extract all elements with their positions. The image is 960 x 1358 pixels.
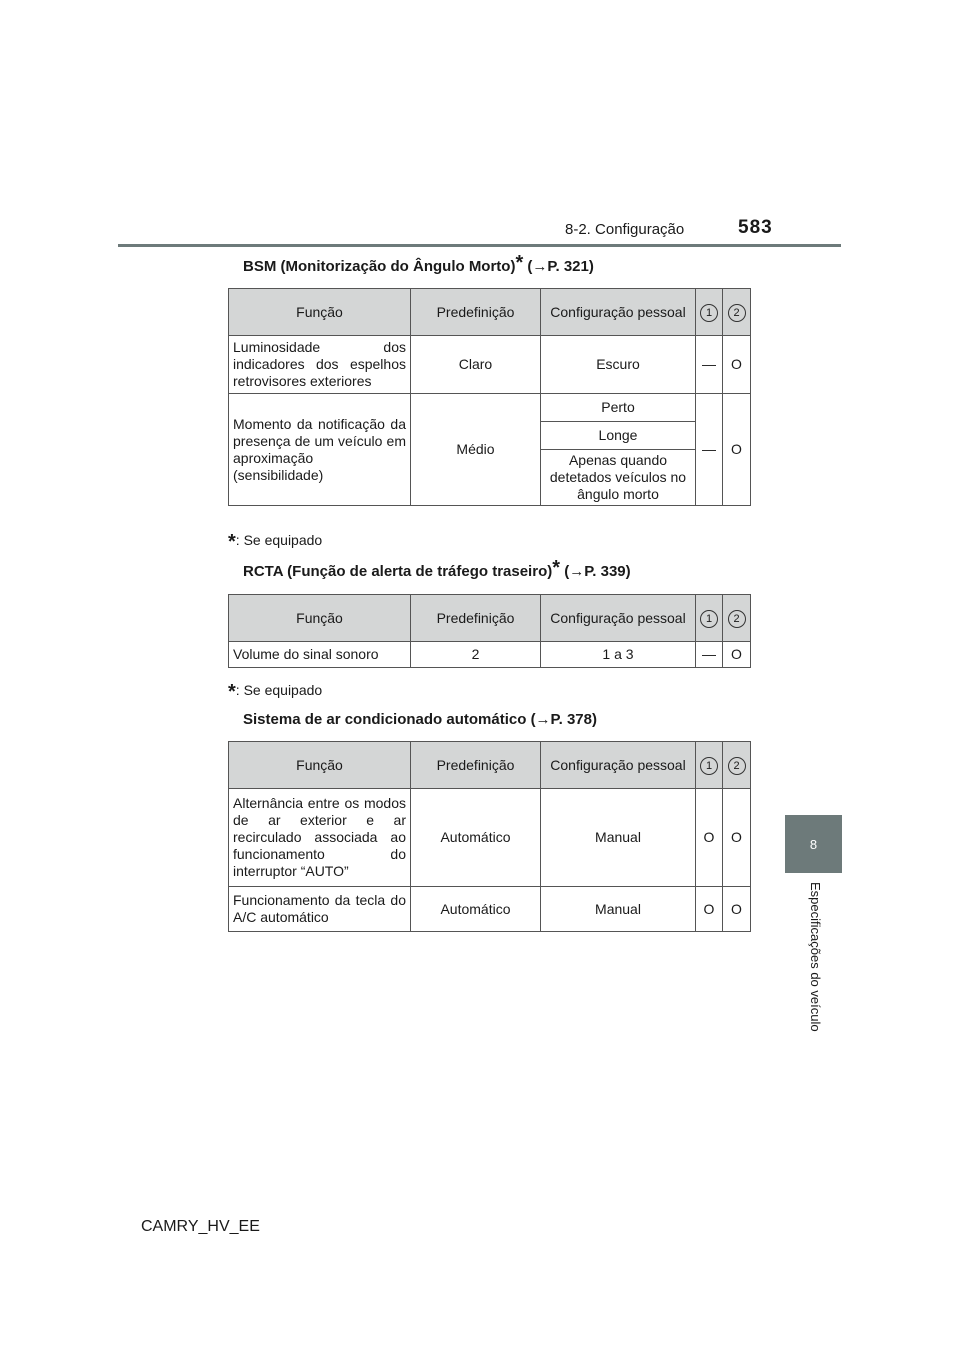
footer-code: CAMRY_HV_EE	[141, 1218, 260, 1235]
bsm-title-text: BSM (Monitorização do Ângulo Morto)	[243, 258, 516, 275]
cell-mark-1: O	[696, 887, 723, 932]
bsm-table	[228, 288, 751, 506]
table-row	[229, 394, 751, 422]
circled-1-icon: 1	[700, 610, 718, 628]
rcta-star: *	[552, 557, 561, 579]
cell-default: Médio	[411, 394, 541, 506]
circled-1-icon: 1	[700, 757, 718, 775]
cell-function: Volume do sinal sonoro	[229, 642, 411, 668]
bsm-footnote	[228, 531, 322, 554]
cell-custom: 1 a 3	[541, 642, 696, 668]
rcta-title	[243, 557, 631, 580]
col-mark-1	[696, 289, 723, 336]
cell-function: Luminosidade dos indicadores dos espelhos retrovisores exteriores	[229, 336, 411, 394]
ac-table	[228, 741, 751, 932]
cell-mark-2: O	[723, 394, 751, 506]
rcta-table	[228, 594, 751, 668]
table-row	[229, 789, 751, 887]
table-row	[229, 336, 751, 394]
cell-function: Funcionamento da tecla do A/C automático	[229, 887, 411, 932]
table-header-row	[229, 742, 751, 789]
col-mark-2	[723, 742, 751, 789]
ac-title: Sistema de ar condicionado automático (→P. 378)	[243, 711, 597, 728]
cell-mark-1: —	[696, 642, 723, 668]
col-function: Função	[229, 289, 411, 336]
page-number: 583	[738, 217, 773, 238]
col-mark-1	[696, 742, 723, 789]
footnote-text: : Se equipado	[235, 682, 323, 698]
col-mark-2	[723, 595, 751, 642]
col-default: Predefinição	[411, 595, 541, 642]
cell-option: Perto	[541, 394, 696, 422]
col-mark-1	[696, 595, 723, 642]
col-custom: Configuração pessoal	[541, 742, 696, 789]
cell-mark-1: O	[696, 789, 723, 887]
col-custom: Configuração pessoal	[541, 289, 696, 336]
header-section: 8-2. Configuração	[565, 221, 685, 238]
cell-mark-1: —	[696, 394, 723, 506]
col-function: Função	[229, 742, 411, 789]
chapter-title: Especificações do veículo	[808, 882, 823, 1032]
table-header-row	[229, 289, 751, 336]
circled-2-icon: 2	[728, 610, 746, 628]
circled-1-icon: 1	[700, 304, 718, 322]
table-row	[229, 642, 751, 668]
cell-mark-2: O	[723, 336, 751, 394]
cell-mark-2: O	[723, 887, 751, 932]
header-rule	[118, 244, 841, 247]
cell-mark-2: O	[723, 789, 751, 887]
footnote-star: *	[228, 531, 236, 553]
circled-2-icon: 2	[728, 304, 746, 322]
table-header-row	[229, 595, 751, 642]
cell-default: Automático	[411, 887, 541, 932]
rcta-footnote	[228, 681, 322, 704]
table-row	[229, 887, 751, 932]
footnote-star: *	[228, 681, 236, 703]
cell-custom: Manual	[541, 789, 696, 887]
bsm-ref: (→P. 321)	[523, 258, 594, 275]
rcta-title-text: RCTA (Função de alerta de tráfego traseiro)	[243, 563, 553, 580]
cell-default: Automático	[411, 789, 541, 887]
cell-custom: Escuro	[541, 336, 696, 394]
cell-default: Claro	[411, 336, 541, 394]
cell-default: 2	[411, 642, 541, 668]
col-default: Predefinição	[411, 289, 541, 336]
cell-mark-1: —	[696, 336, 723, 394]
col-mark-2	[723, 289, 751, 336]
cell-function: Momento da notificação da presença de um veículo em aproximação (sensibilidade)	[229, 394, 411, 506]
bsm-star: *	[515, 252, 524, 274]
cell-option: Longe	[541, 422, 696, 450]
cell-custom: Manual	[541, 887, 696, 932]
bsm-title	[243, 252, 594, 275]
cell-mark-2: O	[723, 642, 751, 668]
col-function: Função	[229, 595, 411, 642]
cell-option: Apenas quando detetados veículos no ângulo morto	[541, 450, 696, 506]
footnote-text: : Se equipado	[235, 532, 323, 548]
cell-function: Alternância entre os modos de ar exterior e ar recirculado associada ao funcionamento do interruptor “AUTO”	[229, 789, 411, 887]
rcta-ref: (→P. 339)	[560, 563, 631, 580]
circled-2-icon: 2	[728, 757, 746, 775]
col-default: Predefinição	[411, 742, 541, 789]
col-custom: Configuração pessoal	[541, 595, 696, 642]
chapter-tab: 8	[785, 815, 842, 873]
